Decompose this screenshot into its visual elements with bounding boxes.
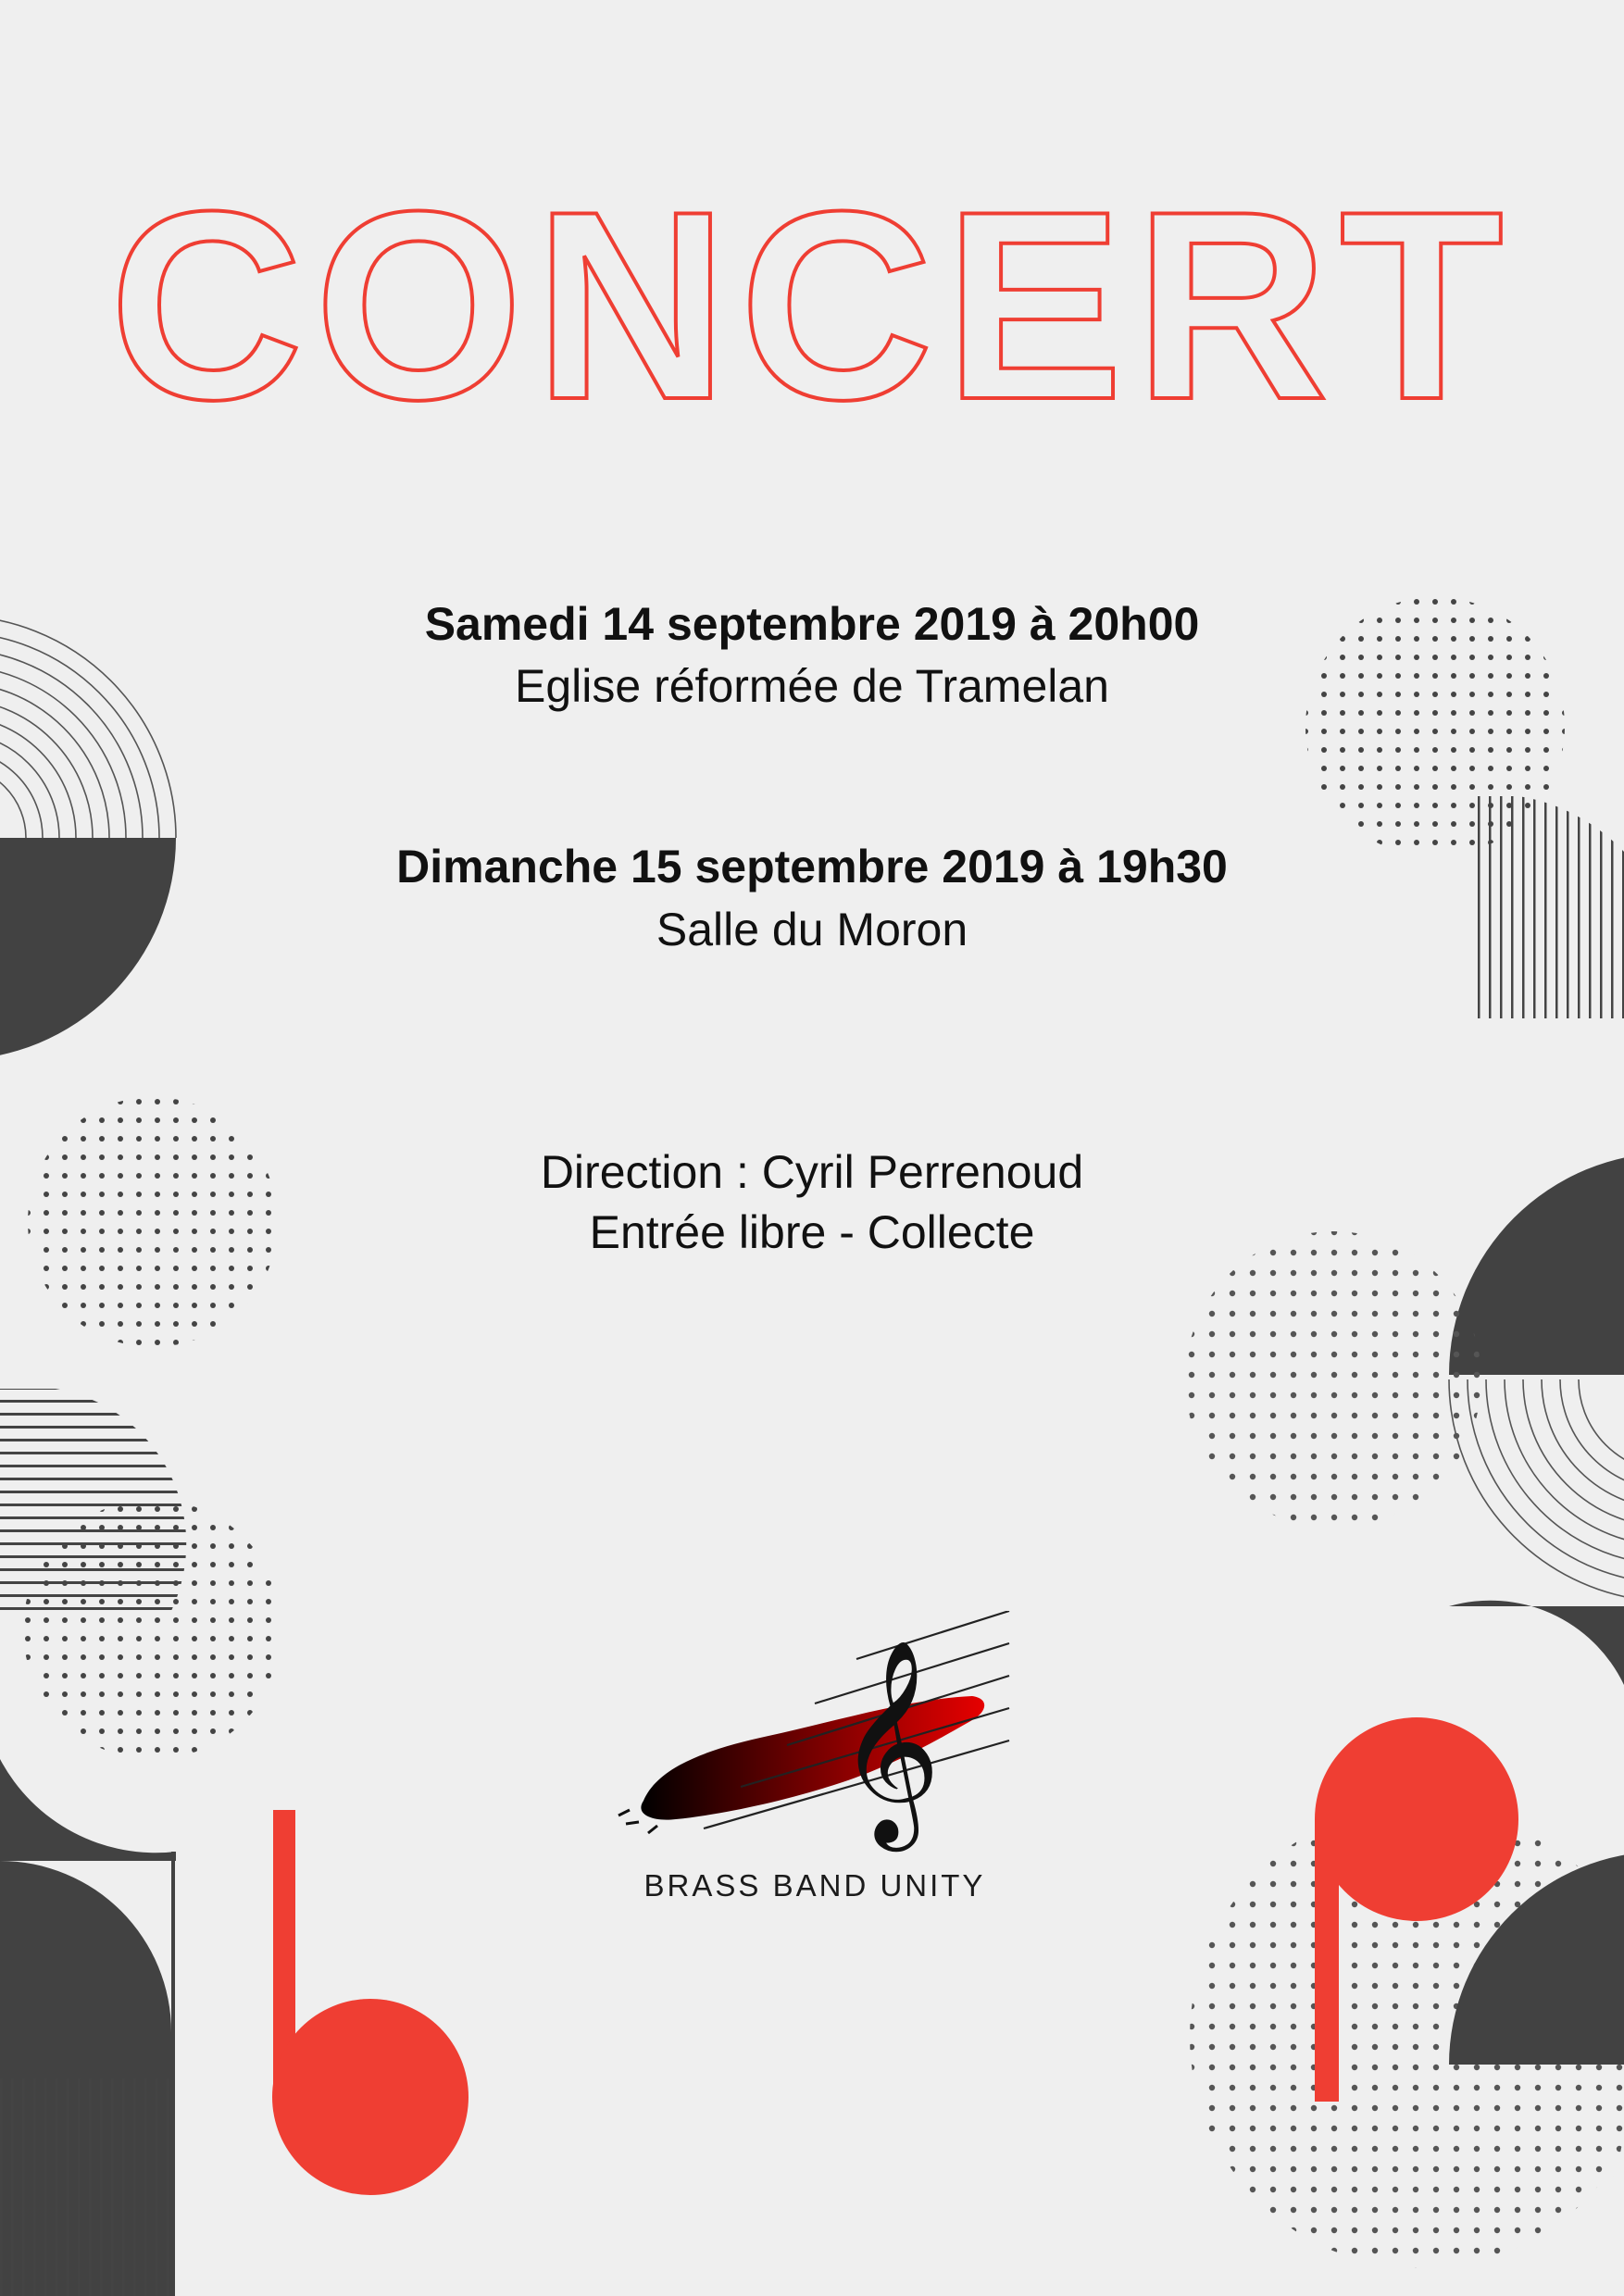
dark-strip-left: [171, 1852, 175, 2296]
dark-shape-left-1: [0, 1759, 176, 1861]
vertical-lines-left: [0, 2078, 171, 2296]
band-name: BRASS BAND UNITY: [643, 1868, 986, 1903]
entry-text: Entrée libre - Collecte: [589, 1206, 1035, 1258]
concert-title-graphic: [0, 0, 1624, 481]
dotted-circle-left-lower: [23, 1500, 282, 1759]
flat-symbol-red: [272, 1810, 468, 2195]
event-2-datetime: Dimanche 15 septembre 2019 à 19h30: [396, 841, 1228, 892]
event-2-venue: Salle du Moron: [656, 904, 968, 955]
event-1-venue: Eglise réformée de Tramelan: [515, 660, 1109, 712]
direction-text: Direction : Cyril Perrenoud: [540, 1146, 1084, 1198]
event-1-datetime: Samedi 14 septembre 2019 à 20h00: [424, 598, 1200, 650]
brass-band-logo: [602, 1611, 1028, 1916]
dotted-circle-right-mid: [1185, 1231, 1481, 1528]
treble-clef-icon: [602, 1611, 1028, 1870]
svg-text:𝄞: 𝄞: [836, 1638, 942, 1842]
dark-shape-right-1: [1449, 1601, 1624, 1685]
concert-title: CONCERT: [109, 156, 1515, 455]
